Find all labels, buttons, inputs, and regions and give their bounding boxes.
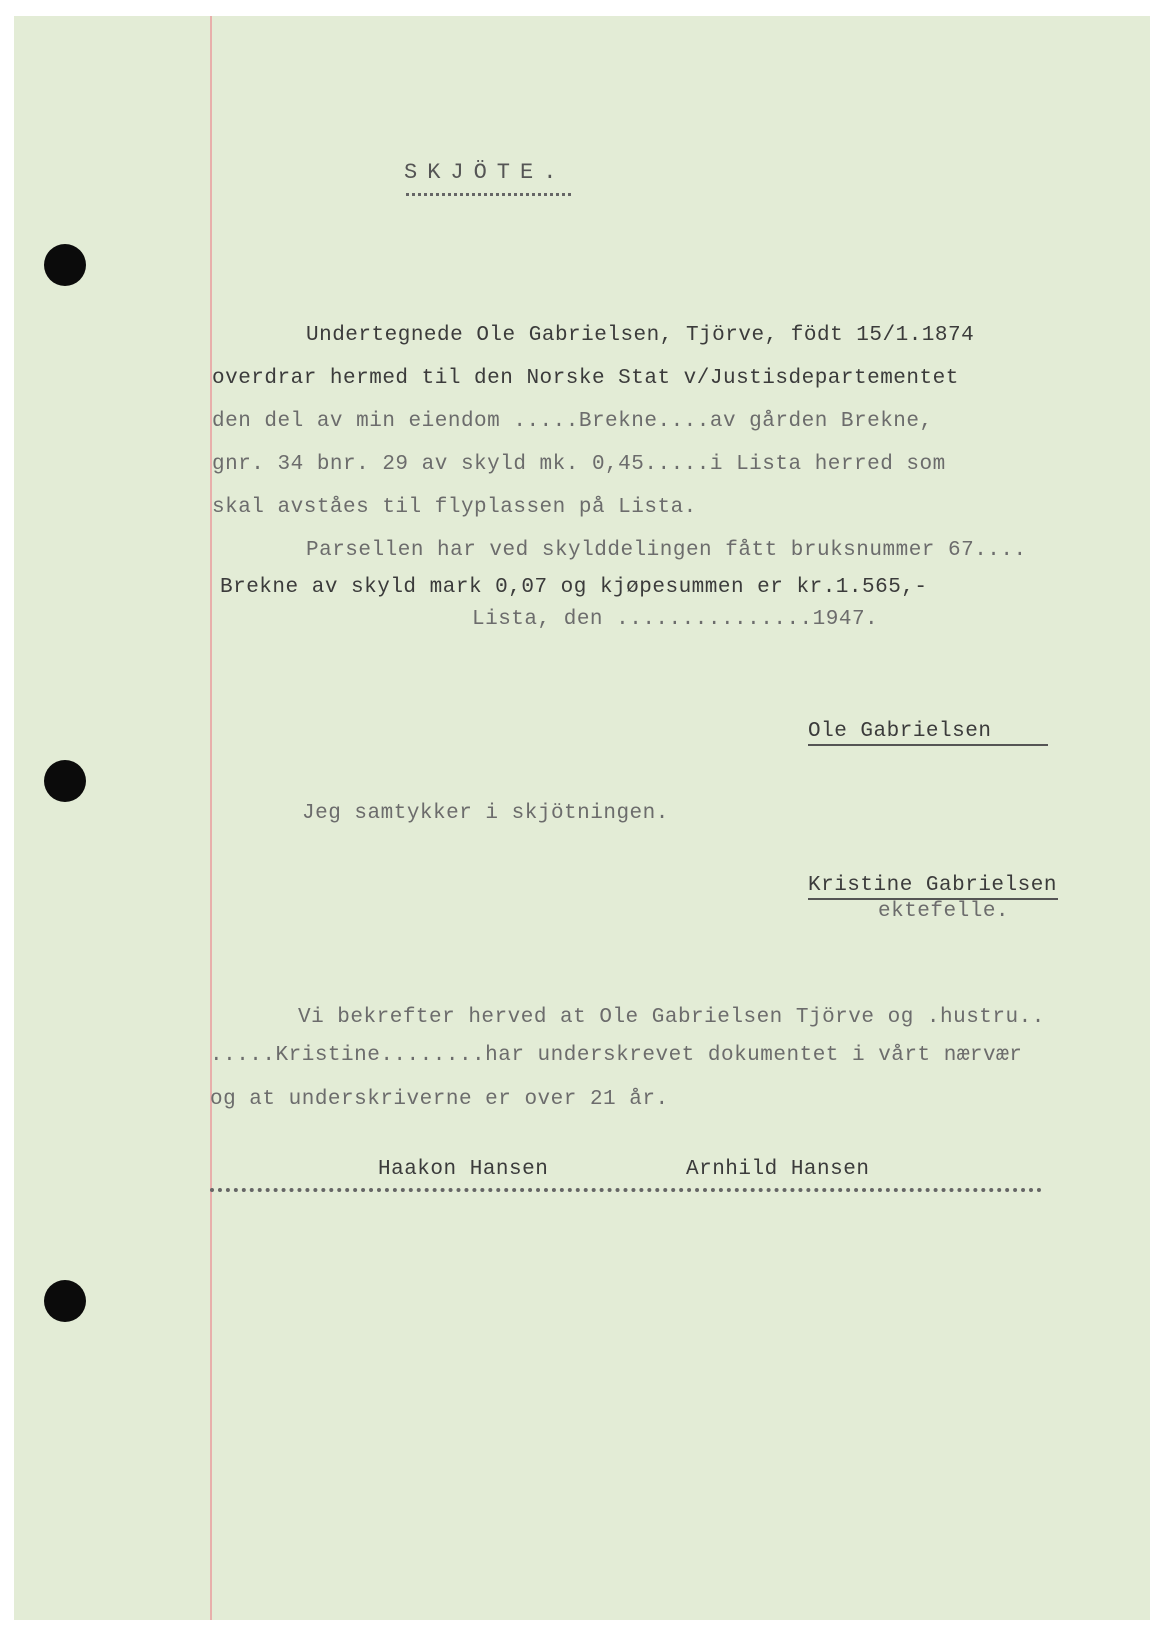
- signature-seller: Ole Gabrielsen: [808, 720, 992, 743]
- signature-spouse: Kristine Gabrielsen: [808, 874, 1057, 897]
- paragraph1-line: gnr. 34 bnr. 29 av skyld mk. 0,45.....i Lista herred som: [212, 453, 946, 476]
- witness-statement-line: og at underskriverne er over 21 år.: [210, 1088, 669, 1111]
- place-date: Lista, den ...............1947.: [472, 608, 879, 631]
- paragraph2-line: Brekne av skyld mark 0,07 og kjøpesummen er kr.1.565,-: [220, 576, 928, 599]
- paragraph1-line: Undertegnede Ole Gabrielsen, Tjörve, födt 15/1.1874: [306, 324, 975, 347]
- witness1-signature: Haakon Hansen: [378, 1158, 549, 1181]
- red-margin-line: [210, 16, 212, 1620]
- punch-hole-icon: [44, 1280, 86, 1322]
- signature-line: [808, 744, 1048, 746]
- witness-dotted-line: [210, 1188, 1042, 1192]
- witness-statement-line: .....Kristine........har underskrevet dokumentet i vårt nærvær: [210, 1044, 1023, 1067]
- paragraph1-line: den del av min eiendom .....Brekne....av gården Brekne,: [212, 410, 933, 433]
- consent-text: Jeg samtykker i skjötningen.: [302, 802, 669, 825]
- document-page: [14, 16, 1150, 1620]
- document-title: SKJÖTE.: [404, 160, 567, 185]
- paragraph2-line: Parsellen har ved skylddelingen fått bruksnummer 67....: [306, 539, 1027, 562]
- paragraph1-line: overdrar hermed til den Norske Stat v/Justisdepartementet: [212, 367, 959, 390]
- punch-hole-icon: [44, 244, 86, 286]
- witness2-signature: Arnhild Hansen: [686, 1158, 870, 1181]
- title-underline: [406, 193, 571, 196]
- witness-statement-line: Vi bekrefter herved at Ole Gabrielsen Tjörve og .hustru..: [298, 1006, 1045, 1029]
- punch-hole-icon: [44, 760, 86, 802]
- paragraph1-line: skal avståes til flyplassen på Lista.: [212, 496, 697, 519]
- spouse-role: ektefelle.: [878, 900, 1010, 923]
